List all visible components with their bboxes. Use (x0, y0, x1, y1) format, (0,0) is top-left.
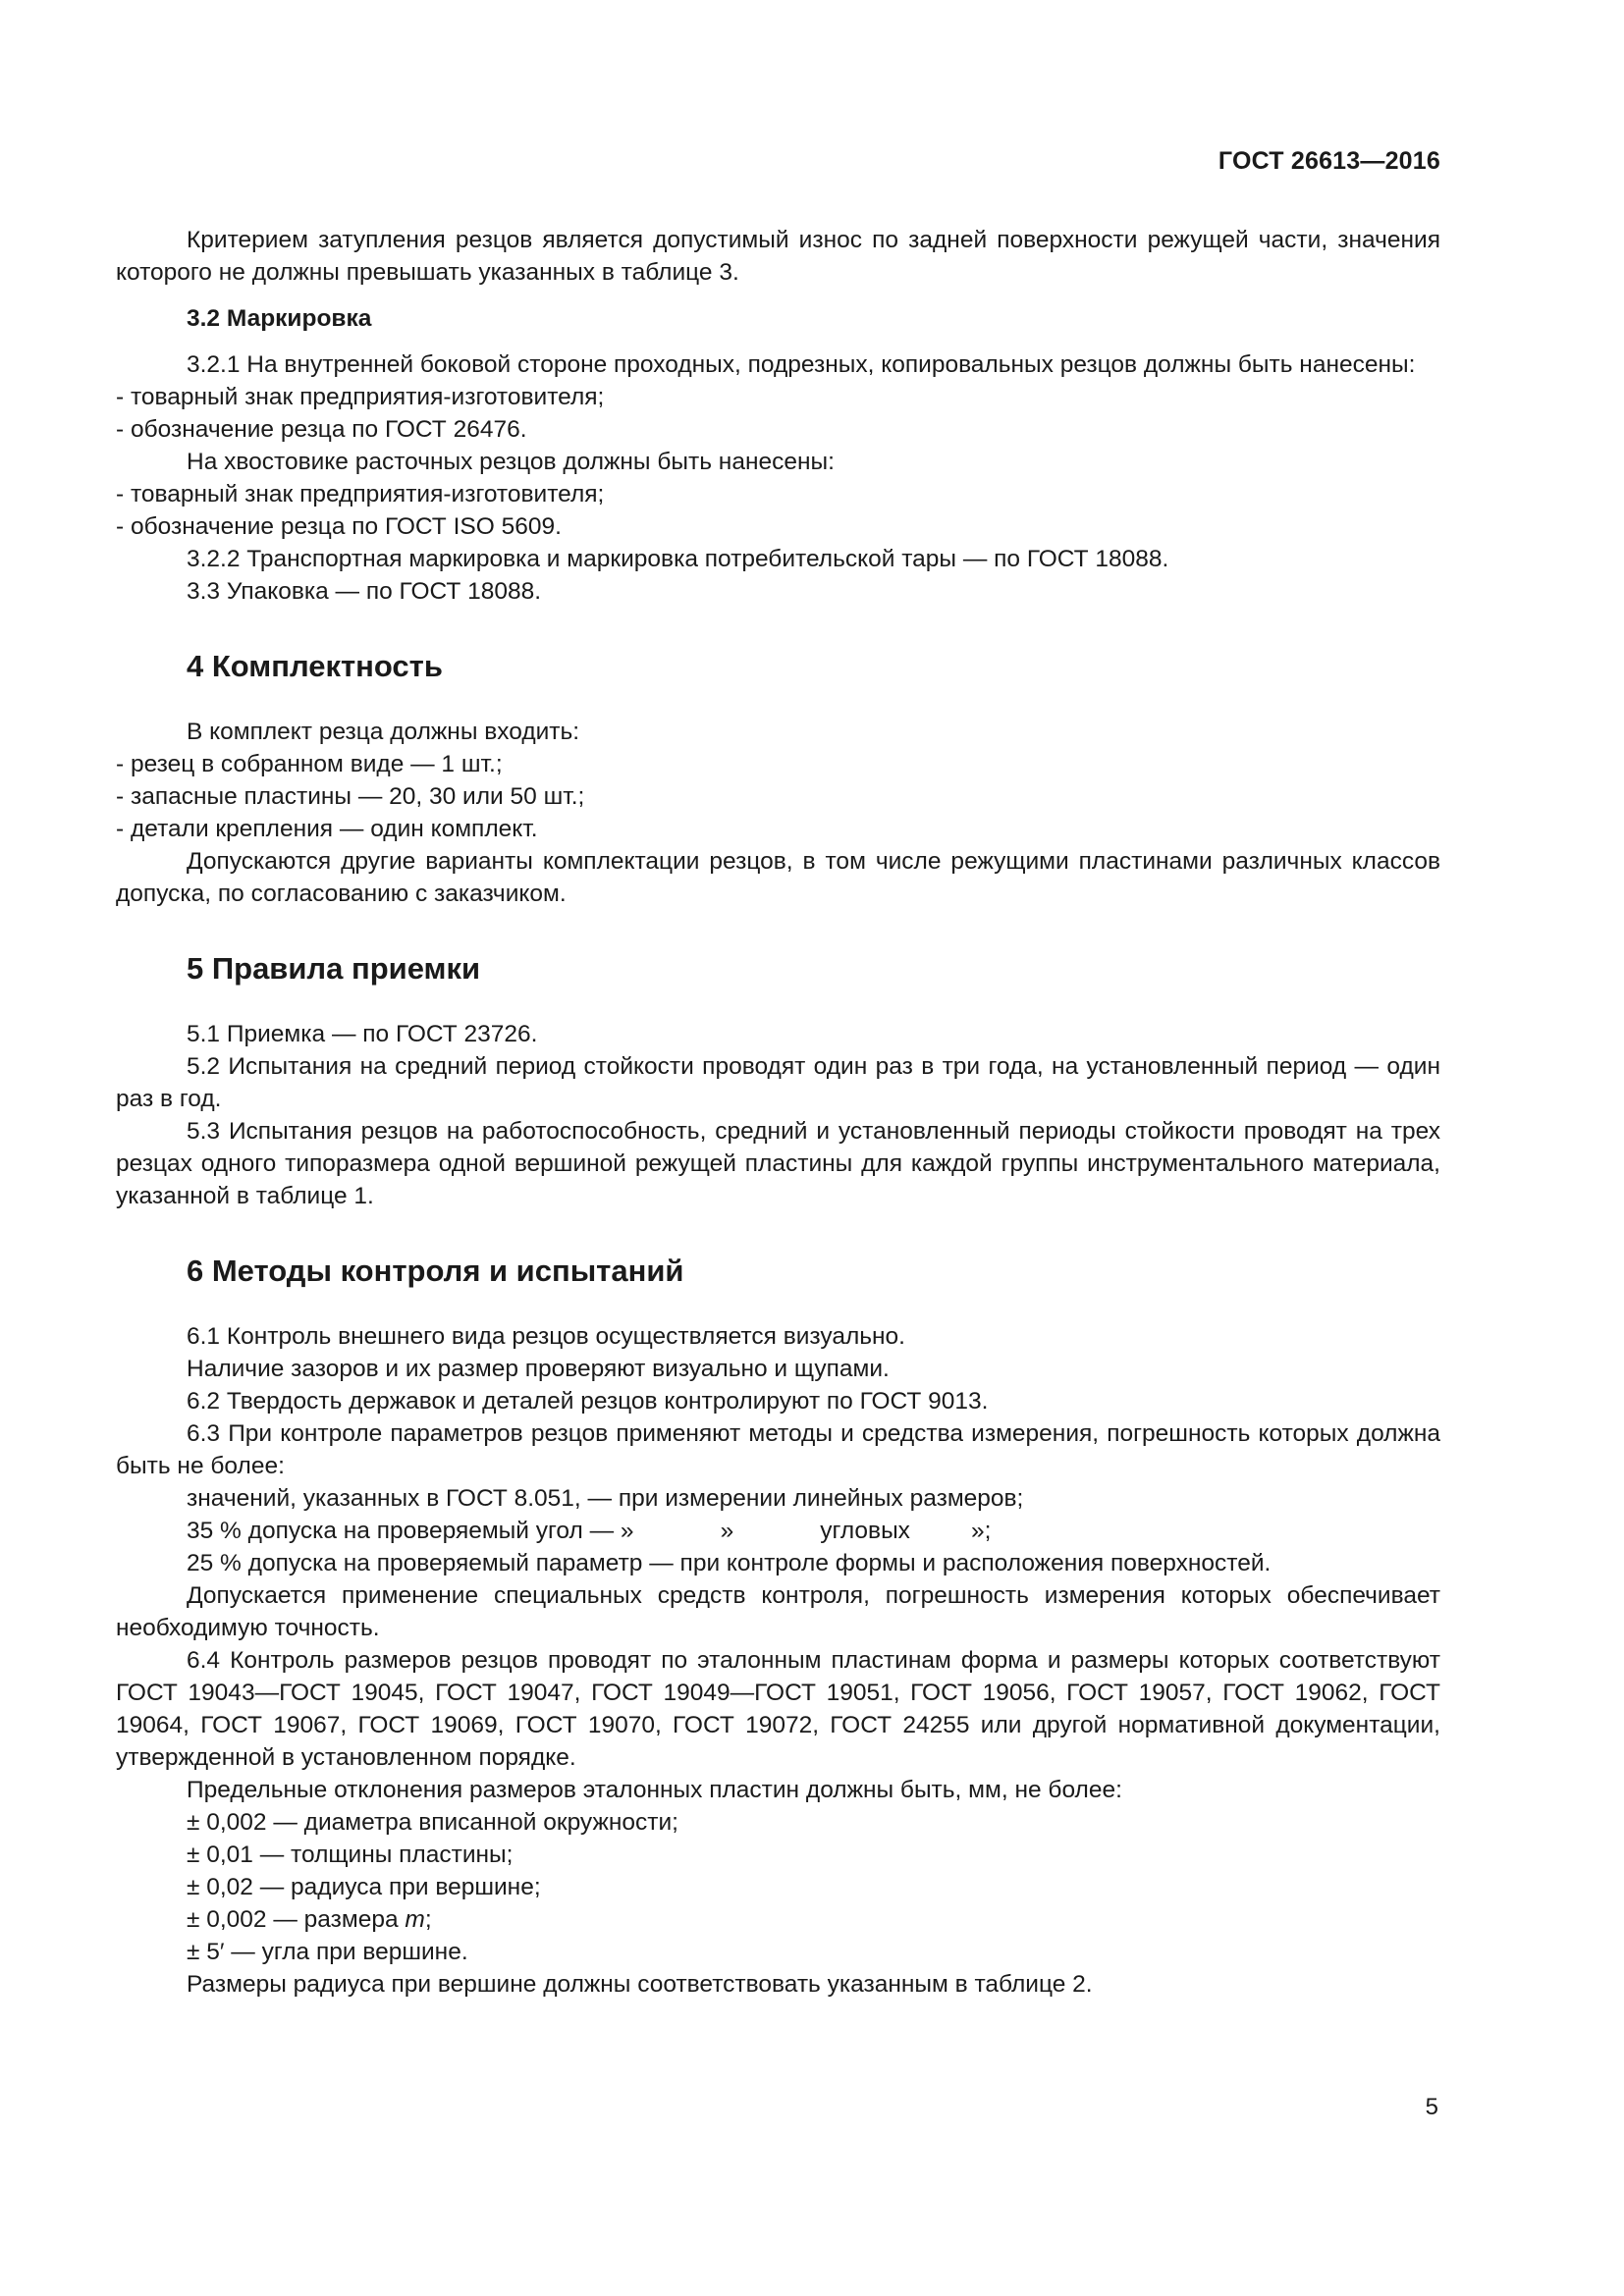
paragraph-6-3-a: значений, указанных в ГОСТ 8.051, — при измерении линейных размеров; (187, 1485, 1024, 1512)
list-item: - детали крепления — один комплект. (116, 816, 538, 842)
ditto-word: угловых (820, 1518, 910, 1544)
tolerance-item: ± 5′ — угла при вершине. (187, 1939, 468, 1965)
subsection-title-marking: 3.2 Маркировка (187, 305, 372, 332)
list-item: - обозначение резца по ГОСТ ISO 5609. (116, 513, 562, 540)
paragraph-6-4-a: Предельные отклонения размеров эталонных пластин должны быть, мм, не более: (187, 1777, 1122, 1803)
paragraph-5-2: 5.2 Испытания на средний период стойкости проводят один раз в три года, на установленный период — один раз в год. (116, 1053, 1440, 1112)
paragraph-6-3-b (116, 1515, 1440, 1547)
ditto-line-start: 35 % допуска на проверяемый угол — » (187, 1518, 634, 1544)
standard-designation: ГОСТ 26613—2016 (1218, 147, 1440, 175)
list-item: - резец в собранном виде — 1 шт.; (116, 751, 503, 777)
list-item: - товарный знак предприятия-изготовителя; (116, 384, 605, 410)
variable-m: m (405, 1906, 425, 1933)
ditto-line-end: »; (970, 1518, 992, 1544)
paragraph-6-3-c: 25 % допуска на проверяемый параметр — при контроле формы и расположения поверхностей. (187, 1550, 1272, 1576)
tolerance-item: ± 0,002 — диаметра вписанной окружности; (187, 1809, 678, 1836)
paragraph-6-2: 6.2 Твердость державок и деталей резцов контролируют по ГОСТ 9013. (187, 1388, 989, 1415)
ditto-mark: » (720, 1518, 734, 1544)
page-number: 5 (1425, 2094, 1438, 2120)
paragraph-6-4: 6.4 Контроль размеров резцов проводят по эталонным пластинам форма и размеры которых соответствуют ГОСТ 19043—ГОСТ 19045, ГОСТ 19047, ГОСТ 19049—ГОСТ 19051, ГОСТ 19056, ГОСТ 19057, ГОСТ 19062, ГОСТ 19064, ГОСТ 19067, ГОСТ 19069, ГОСТ 19070, ГОСТ 19072, ГОСТ 24255 или другой нормативной документации, утвержденной в установленном порядке. (116, 1647, 1440, 1771)
paragraph-6-1: 6.1 Контроль внешнего вида резцов осуществляется визуально. (187, 1323, 905, 1350)
paragraph-4-intro: В комплект резца должны входить: (187, 719, 580, 745)
paragraph-3-2-2: 3.2.2 Транспортная маркировка и маркировка потребительской тары — по ГОСТ 18088. (187, 546, 1169, 572)
paragraph-6-4-b: Размеры радиуса при вершине должны соответствовать указанным в таблице 2. (187, 1971, 1093, 1998)
list-item: - товарный знак предприятия-изготовителя; (116, 481, 605, 507)
section-title-5: 5 Правила приемки (187, 951, 481, 986)
paragraph-5-3: 5.3 Испытания резцов на работоспособность, средний и установленный периоды стойкости проводят на трех резцах одного типоразмера одной вершиной режущей пластины для каждой группы инструментального материала, указанной в таблице 1. (116, 1118, 1440, 1209)
paragraph-boring-intro: На хвостовике расточных резцов должны быть нанесены: (187, 449, 835, 475)
list-item: - обозначение резца по ГОСТ 26476. (116, 416, 527, 443)
paragraph-4-note: Допускаются другие варианты комплектации резцов, в том числе режущими пластинами различных классов допуска, по согласованию с заказчиком. (116, 848, 1440, 907)
section-title-6: 6 Методы контроля и испытаний (187, 1254, 684, 1288)
tolerance-item: ± 0,002 — размера m; (187, 1906, 432, 1933)
paragraph-6-3: 6.3 При контроле параметров резцов применяют методы и средства измерения, погрешность которых должна быть не более: (116, 1420, 1440, 1479)
paragraph-5-1: 5.1 Приемка — по ГОСТ 23726. (187, 1021, 538, 1047)
page-content (116, 224, 1440, 2001)
tolerance-item: ± 0,02 — радиуса при вершине; (187, 1874, 541, 1900)
list-item: - запасные пластины — 20, 30 или 50 шт.; (116, 783, 585, 810)
paragraph-3-2-1: 3.2.1 На внутренней боковой стороне проходных, подрезных, копировальных резцов должны быть нанесены: (187, 351, 1416, 378)
section-title-4: 4 Комплектность (187, 649, 443, 683)
paragraph-6-1-b: Наличие зазоров и их размер проверяют визуально и щупами. (187, 1356, 890, 1382)
tolerance-item: ± 0,01 — толщины пластины; (187, 1842, 514, 1868)
paragraph-6-3-d: Допускается применение специальных средств контроля, погрешность измерения которых обеспечивает необходимую точность. (116, 1582, 1440, 1641)
paragraph-3-3: 3.3 Упаковка — по ГОСТ 18088. (187, 578, 542, 605)
intro-paragraph: Критерием затупления резцов является допустимый износ по задней поверхности режущей части, значения которого не должны превышать указанных в таблице 3. (116, 227, 1440, 286)
